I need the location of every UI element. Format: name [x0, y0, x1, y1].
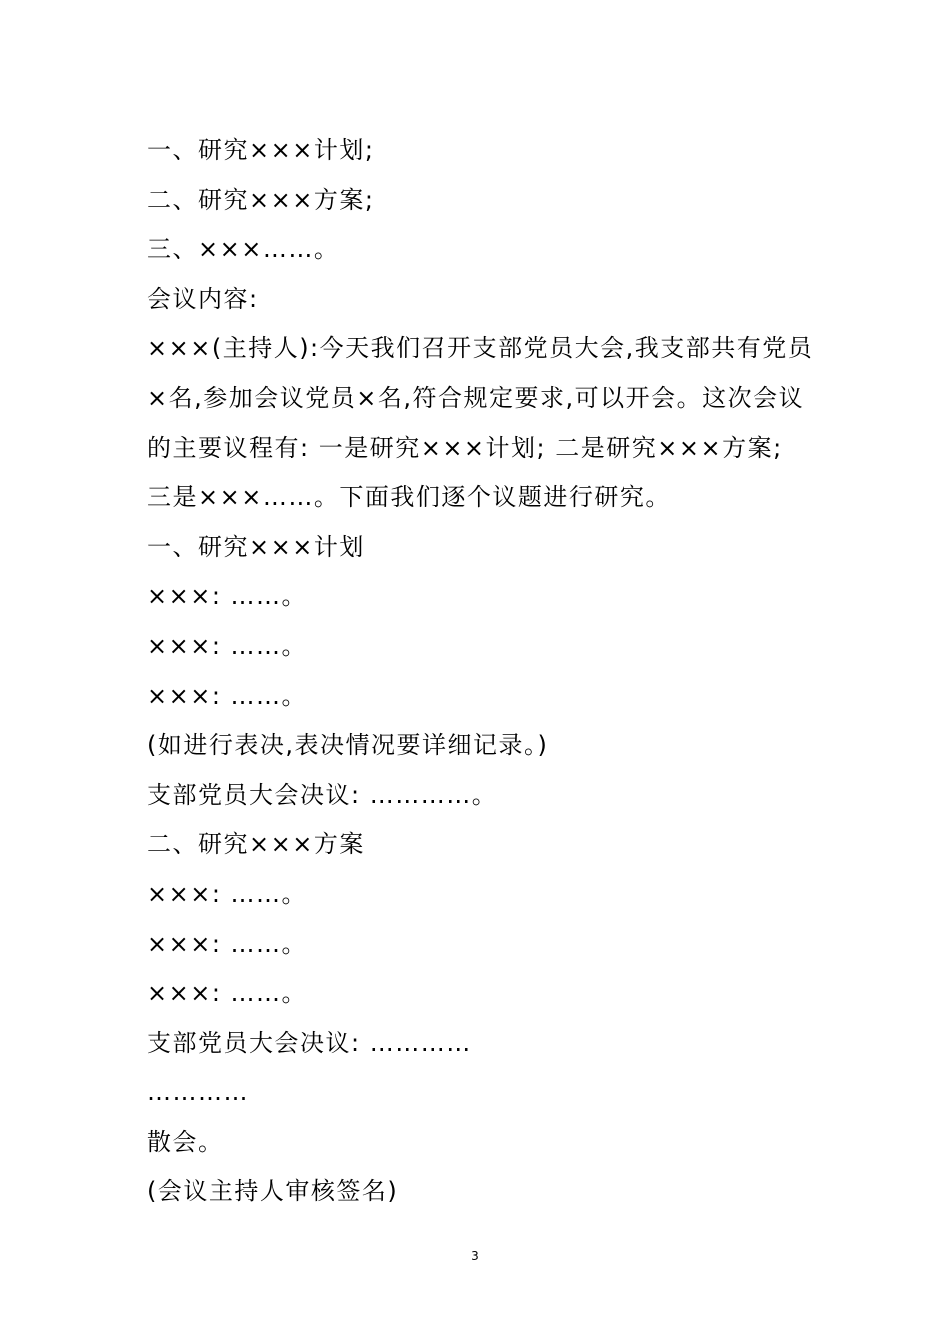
document-body [147, 126, 815, 1217]
topic-1-speaker-1: ×××: ……。 [147, 582, 308, 611]
ellipsis-line: ………… [147, 1078, 249, 1107]
agenda-item-3: 三、×××……。 [147, 235, 340, 264]
topic-2-speaker-3: ×××: ……。 [147, 979, 308, 1008]
topic-1-resolution: 支部党员大会决议: …………。 [147, 780, 498, 809]
topic-1-speaker-3: ×××: ……。 [147, 681, 308, 710]
topic-2-speaker-1: ×××: ……。 [147, 879, 308, 908]
topic-2-speaker-2: ×××: ……。 [147, 929, 308, 958]
page-number: 3 [471, 1249, 479, 1263]
host-opening-paragraph: ×××(主持人):今天我们召开支部党员大会,我支部共有党员×名,参加会议党员×名,符合规定要求,可以开会。这次会议的主要议程有: 一是研究×××计划; 二是研究×××方案; 三是×××……。下面我们逐个议题进行研究。 [147, 334, 814, 512]
vote-note: (如进行表决,表决情况要详细记录。) [147, 731, 549, 760]
host-signature-note: (会议主持人审核签名) [147, 1177, 399, 1206]
meeting-content-heading: 会议内容: [147, 284, 259, 313]
topic-1-speaker-2: ×××: ……。 [147, 631, 308, 660]
topic-2-resolution: 支部党员大会决议: ………… [147, 1028, 472, 1057]
agenda-item-1: 一、研究×××计划; [147, 136, 375, 164]
adjourn-text: 散会。 [147, 1127, 224, 1156]
topic-2-heading: 二、研究×××方案 [147, 830, 365, 859]
topic-1-heading: 一、研究×××计划 [147, 532, 365, 561]
agenda-item-2: 二、研究×××方案; [147, 185, 375, 214]
